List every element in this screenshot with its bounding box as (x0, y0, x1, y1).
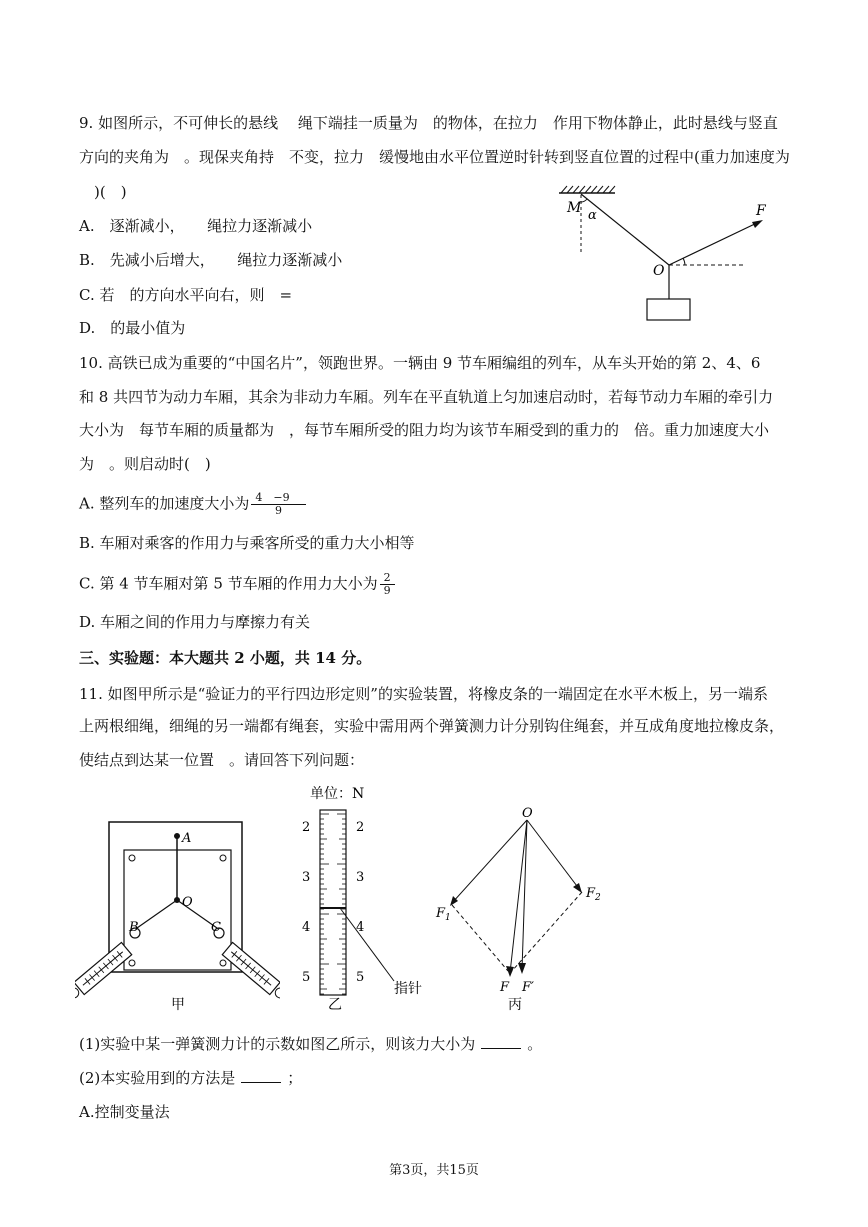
q10-option-b: B. 车厢对乘客的作用力与乘客所受的重力大小相等 (79, 534, 415, 552)
yi-tick-left-5: 5 (302, 970, 311, 985)
bing-caption: 丙 (508, 997, 522, 1013)
q9-option-a: A. 逐渐减小， 绳拉力逐渐减小 (79, 217, 313, 235)
q10-option-a-denominator: 9 (274, 504, 282, 517)
q10-option-a (79, 492, 306, 517)
q11-figure-yi (290, 778, 440, 1018)
q9-line3: )( ) (79, 183, 127, 201)
jia-caption: 甲 (171, 997, 185, 1013)
q11-line3: 使结点到达某一位置 。请回答下列问题： (79, 751, 365, 769)
q11-sub1-text: (1)实验中某一弹簧测力计的示数如图乙所示，则该力大小为 (79, 1035, 476, 1053)
q9-option-c: C. 若 的方向水平向右，则 = (79, 286, 293, 304)
q11-sub1-blank[interactable] (481, 1034, 521, 1049)
q9-line1: 9. 如图所示，不可伸长的悬线 绳下端挂一质量为 的物体，在拉力 作用下物体静止，此时悬线与竖直 (79, 114, 778, 132)
jia-label-c: C (211, 920, 221, 935)
q10-option-a-fraction (251, 492, 305, 517)
q9-label-f: F (756, 203, 766, 219)
yi-unit: 单位：N (310, 786, 365, 802)
q9-option-d: D. 的最小值为 (79, 319, 186, 337)
q11-sub1-end: 。 (527, 1035, 543, 1053)
jia-label-b: B (129, 920, 139, 935)
yi-tick-left-2: 2 (302, 820, 311, 835)
q10-option-a-numerator: 4 −9 (251, 492, 305, 505)
jia-label-o: O (182, 895, 193, 910)
bing-label-f1: $F_1$ (436, 906, 451, 923)
jia-label-a: A (182, 831, 192, 846)
q11-sub2-text: (2)本实验用到的方法是 (79, 1069, 236, 1087)
q10-option-c-denominator: 9 (383, 584, 391, 597)
q11-sub2-end: ； (287, 1069, 303, 1087)
q10-line4: 为 。则启动时( ) (79, 455, 211, 473)
yi-tick-right-2: 2 (356, 820, 365, 835)
q11-figure-bing (430, 805, 610, 1015)
q10-option-c (79, 572, 395, 597)
yi-tick-left-4: 4 (302, 920, 311, 935)
yi-tick-right-4: 4 (356, 920, 365, 935)
q10-line2: 和 8 共四节为动力车厢，其余为非动力车厢。列车在平直轨道上匀加速启动时，若每节动力车厢的牵引力 (79, 388, 774, 406)
q10-option-c-fraction (380, 572, 395, 597)
q10-option-a-text: A. 整列车的加速度大小为 (79, 494, 250, 513)
q10-option-c-numerator: 2 (380, 572, 395, 585)
q9-line2: 方向的夹角为 。现保夹角持 不变，拉力 缓慢地由水平位置逆时针转到竖直位置的过程中(重力加速度为 (79, 148, 790, 166)
q11-sub2-blank[interactable] (241, 1068, 281, 1083)
q11-line2: 上两根细绳，细绳的另一端都有绳套，实验中需用两个弹簧测力计分别钩住绳套，并互成角度地拉橡皮条， (79, 717, 785, 735)
q11-sub2 (79, 1068, 302, 1088)
q9-label-m: M (567, 200, 582, 216)
yi-tick-left-3: 3 (302, 870, 311, 885)
q11-figure-jia (75, 818, 280, 1018)
yi-tick-right-3: 3 (356, 870, 365, 885)
q11-line1: 11. 如图甲所示是“验证力的平行四边形定则”的实验装置，将橡皮条的一端固定在水平木板上，另一端系 (79, 685, 768, 703)
q10-option-d: D. 车厢之间的作用力与摩擦力有关 (79, 613, 311, 631)
bing-label-o: O (522, 806, 533, 821)
bing-label-f-prime: F′ (522, 980, 534, 995)
q9-option-b: B. 先减小后增大， 绳拉力逐渐减小 (79, 251, 343, 269)
q9-figure (545, 185, 775, 325)
q10-line3: 大小为 每节车厢的质量都为 ，每节车厢所受的阻力均为该节车厢受到的重力的 倍。重力加速度大小 (79, 421, 770, 439)
q9-label-alpha: α (588, 208, 597, 223)
q9-label-o: O (653, 263, 665, 279)
yi-tick-right-5: 5 (356, 970, 365, 985)
q11-option-a: A.控制变量法 (79, 1103, 170, 1121)
yi-pointer-label: 指针 (394, 981, 422, 997)
yi-caption: 乙 (328, 997, 342, 1013)
bing-label-f2: $F_2$ (586, 886, 601, 903)
q10-option-c-text: C. 第 4 节车厢对第 5 节车厢的作用力大小为 (79, 574, 378, 593)
q10-line1: 10. 高铁已成为重要的“中国名片”，领跑世界。一辆由 9 节车厢编组的列车，从车头开始的第 2、4、6 (79, 354, 761, 372)
section-3-heading: 三、实验题：本大题共 2 小题，共 14 分。 (79, 649, 372, 667)
q11-sub1 (79, 1034, 542, 1054)
page-footer: 第3页，共15页 (389, 1163, 479, 1178)
bing-label-f: F (500, 980, 510, 995)
